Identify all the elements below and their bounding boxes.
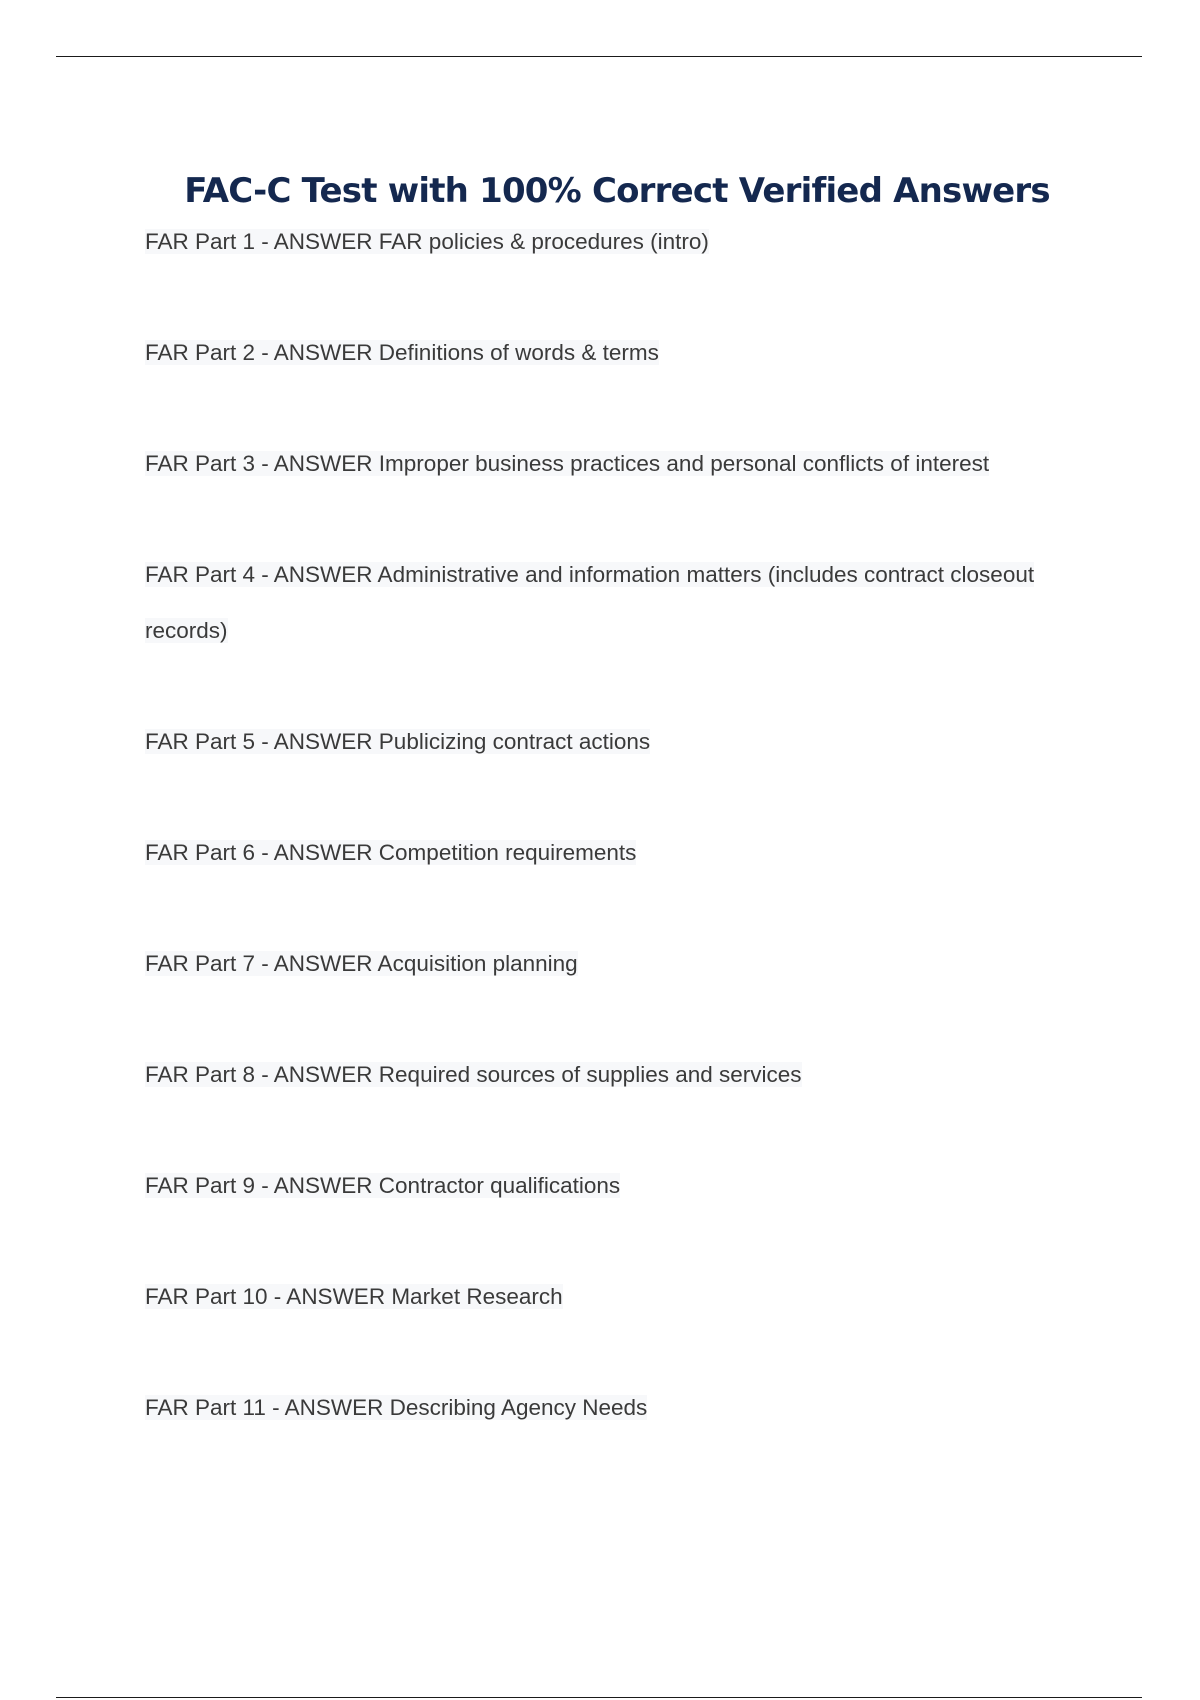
qa-item — [145, 1380, 1075, 1436]
qa-item-text: FAR Part 2 - ANSWER Definitions of words & terms — [145, 340, 659, 365]
qa-item-text: FAR Part 9 - ANSWER Contractor qualifications — [145, 1173, 621, 1198]
qa-item-text: FAR Part 4 - ANSWER Administrative and information matters (includes contract closeout records) — [145, 562, 1035, 643]
qa-item — [145, 325, 1075, 381]
header-rule — [56, 56, 1142, 57]
qa-item-text: FAR Part 7 - ANSWER Acquisition planning — [145, 951, 578, 976]
qa-item — [145, 547, 1075, 659]
qa-item — [145, 936, 1075, 992]
qa-item — [145, 1047, 1075, 1103]
qa-item — [145, 214, 1075, 270]
qa-item-text: FAR Part 11 - ANSWER Describing Agency Needs — [145, 1395, 648, 1420]
qa-item — [145, 436, 1075, 492]
footer-rule — [56, 1697, 1142, 1698]
qa-item-text: FAR Part 8 - ANSWER Required sources of supplies and services — [145, 1062, 802, 1087]
qa-item-text: FAR Part 6 - ANSWER Competition requirements — [145, 840, 637, 865]
qa-list — [145, 214, 1075, 1436]
qa-item — [145, 1158, 1075, 1214]
qa-item-text: FAR Part 10 - ANSWER Market Research — [145, 1284, 563, 1309]
qa-item-text: FAR Part 5 - ANSWER Publicizing contract actions — [145, 729, 651, 754]
qa-item — [145, 825, 1075, 881]
qa-item — [145, 1269, 1075, 1325]
document-title: FAC-C Test with 100% Correct Verified Answers — [184, 170, 1050, 211]
qa-item-text: FAR Part 1 - ANSWER FAR policies & procedures (intro) — [145, 229, 709, 254]
qa-item-text: FAR Part 3 - ANSWER Improper business practices and personal conflicts of interest — [145, 451, 990, 476]
qa-item — [145, 714, 1075, 770]
